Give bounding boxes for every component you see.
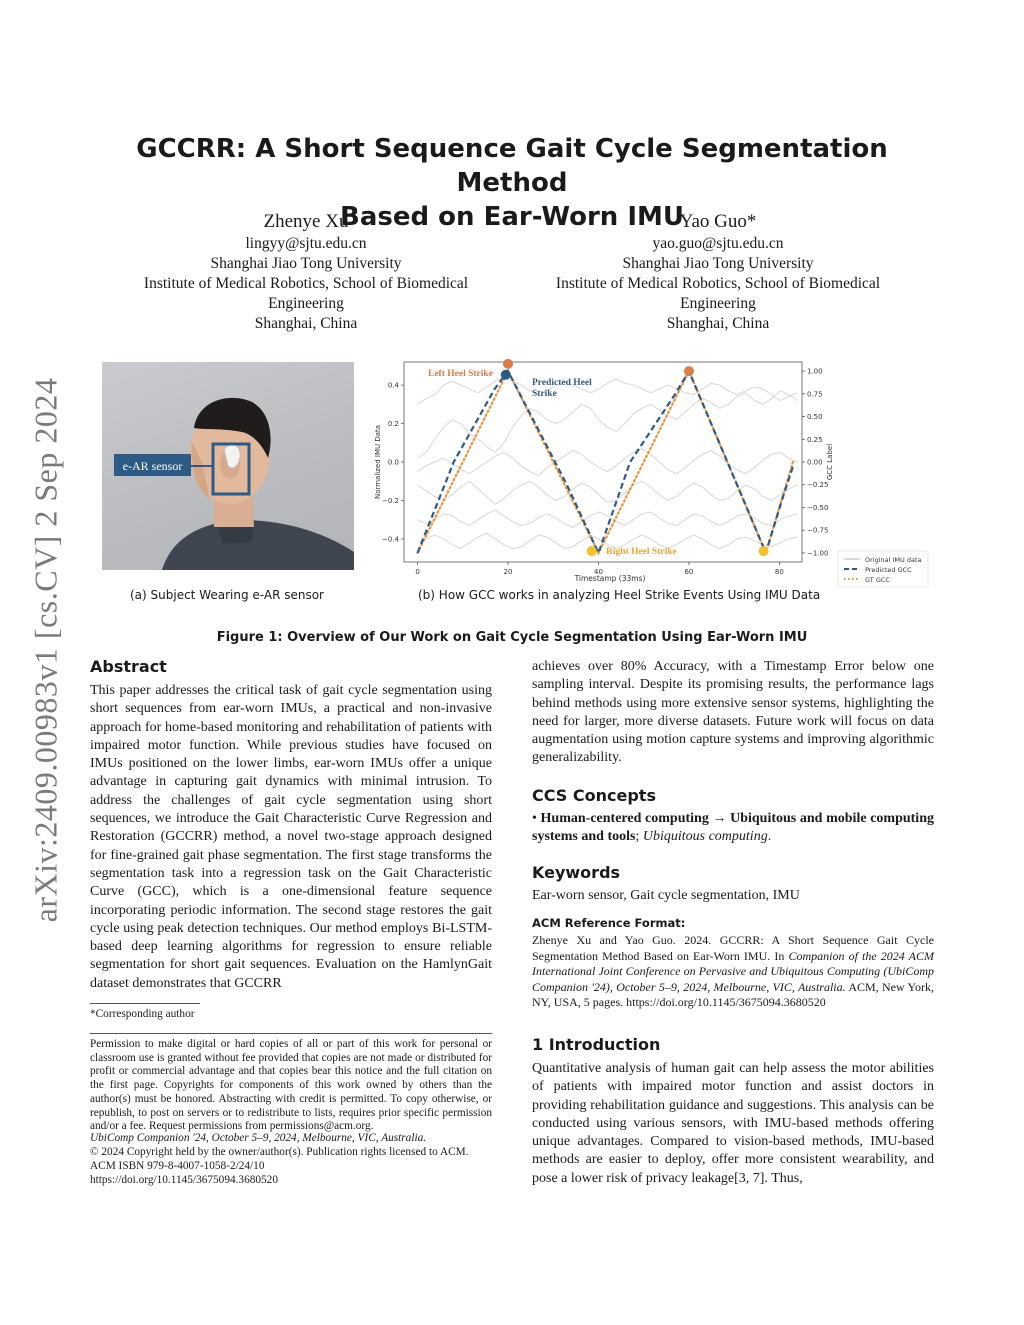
title-line-1: GCCRR: A Short Sequence Gait Cycle Segmentation Method <box>136 134 888 198</box>
x-tick-label: 40 <box>594 568 603 576</box>
predicted-heel-strike-marker <box>501 370 511 380</box>
permission-notice: Permission to make digital or hard copies of all or part of this work for personal or classroom use is granted without fee provided that copies are not made or distributed for profit or commercial advantage and that copies bear this notice and the full citation on the first page. Copyrights for components of this work owned by others than the author(s) must be honored. Abstracting with credit is permitted. To copy otherwise, or republish, to post on servers or to redistribute to lists, requires prior specific permission and/or a fee. Request permissions from permissions@acm.org. <box>90 1038 492 1133</box>
abstract-body: This paper addresses the critical task of gait cycle segmentation using short sequences from ear-worn IMUs, a practical and non-invasive approach for home-based monitoring and rehabilitation of patients with impaired motor function. While previous studies have focused on IMUs positioned on the lower limbs, ear-worn IMUs offer a unique advantage in capturing gait dynamics with minimal intrusion. To address the challenges of gait cycle segmentation using short sequences, we introduce the Gait Characteristic Curve Regression and Restoration (GCCRR) method, a novel two-stage approach designed for fine-grained gait phase segmentation. The first stage transforms the segmentation task into a regression task on the Gait Characteristic Curve (GCC), which is a one-dimensional feature sequence incorporating periodic information. The second stage restores the gait cycle using peak detection techniques. Our method employs Bi-LSTM-based deep learning algorithms for regression to ensure reliable segmentation for short gait sequences. Evaluation on the HamlynGait dataset demonstrates that GCCRR <box>90 683 492 991</box>
abstract-continuation: achieves over 80% Accuracy, with a Timestamp Error below one sampling interval. Despite its promising results, the performance lags behind methods using more extensive sensor systems, highlighting the need for larger, more diverse datasets. Future work will focus on data augmentation using motion capture systems and improving algorithmic generalizability. <box>532 659 934 766</box>
author-department: Institute of Medical Robotics, School of Biomedical <box>143 275 469 292</box>
introduction-body: Quantitative analysis of human gait can help assess the motor abilities of patients with impaired motor function and assist doctors in providing rehabilitation guidance and suggestions. This analysis can be conducted using various sensors, with IMU-based methods offering unique advantages. Compared to vision-based methods, IMU-based methods are easier to deploy, offer more consistent wearability, and pose a lower risk of privacy leakage[3, 7]. Thus, <box>532 1061 934 1186</box>
x-tick-label: 0 <box>415 568 420 576</box>
legend-item-gt: GT GCC <box>865 576 890 584</box>
legend-item-imu: Original IMU data <box>865 556 922 564</box>
reference-venue: Companion of the 2024 ACM International Joint Conference on Pervasive and Ubiquitous Computing (UbiComp Companion '24), October 5–9, 2024, Melbourne, VIC, Australia. <box>532 948 934 994</box>
author-affiliation: Shanghai Jiao Tong University <box>210 255 402 272</box>
predicted-heel-strike-annotation-1: Predicted Heel <box>532 378 592 388</box>
y-tick-label-right: 0.00 <box>807 458 823 467</box>
subject-silhouette <box>102 362 354 570</box>
right-heel-strike-marker-1 <box>587 546 597 556</box>
ccs-concepts <box>532 810 934 847</box>
arxiv-identifier: arXiv:2409.00983v1 [cs.CV] 2 Sep 2024 <box>27 377 64 923</box>
isbn-line: ACM ISBN 979-8-4007-1058-2/24/10 <box>90 1160 265 1172</box>
author-department-cont: Engineering <box>680 295 756 312</box>
title-line-2: Based on Ear-Worn IMU <box>340 202 684 232</box>
ccs-concept-secondary: Ubiquitous computing <box>642 829 768 845</box>
y-tick-label-right: 1.00 <box>807 367 823 376</box>
author-block-1 <box>100 210 512 334</box>
y-tick-label-left: 0.4 <box>387 381 399 390</box>
gcc-chart <box>368 358 936 588</box>
ccs-concept-main: Human-centered computing → Ubiquitous and mobile computing systems and tools <box>532 811 934 845</box>
x-axis-label: Timestamp (33ms) <box>574 574 646 583</box>
right-heel-strike-annotation: Right Heel Strike <box>606 547 677 557</box>
doi-line: https://doi.org/10.1145/3675094.3680520 <box>90 1174 278 1186</box>
permission-rule <box>90 1033 492 1034</box>
venue-line: UbiComp Companion '24, October 5–9, 2024, Melbourne, VIC, Australia. <box>90 1132 427 1144</box>
ccs-end: . <box>767 829 772 845</box>
author-location: Shanghai, China <box>666 315 770 332</box>
y-tick-label-right: −1.00 <box>807 549 829 558</box>
abstract-heading: Abstract <box>90 657 167 676</box>
author-department: Institute of Medical Robotics, School of Biomedical <box>555 275 881 292</box>
left-heel-strike-gt-marker-2 <box>684 366 694 376</box>
footnote-rule <box>90 1003 200 1004</box>
corresponding-author-footnote: *Corresponding author <box>90 1008 195 1020</box>
y-tick-label-right: 0.25 <box>807 435 823 444</box>
subcaption-a: (a) Subject Wearing e-AR sensor <box>130 588 324 602</box>
author-email: yao.guo@sjtu.edu.cn <box>652 235 784 252</box>
ccs-separator: ; <box>635 829 643 845</box>
y-axis-label-right: GCC Label <box>826 443 834 481</box>
keywords-heading: Keywords <box>532 863 621 882</box>
y-tick-label-left: −0.4 <box>382 535 399 544</box>
x-tick-label: 60 <box>684 568 694 576</box>
y-tick-label-left: −0.2 <box>382 496 399 505</box>
ccs-bullet: • <box>532 811 541 826</box>
copyright-line: © 2024 Copyright held by the owner/author(s). Publication rights licensed to ACM. <box>90 1146 469 1158</box>
arxiv-sidebar <box>22 360 70 940</box>
author-location: Shanghai, China <box>254 315 358 332</box>
y-axis-label-left: Normalized IMU Data <box>374 424 382 500</box>
reference-authors-title: Zhenye Xu and Yao Guo. 2024. GCCRR: A Short Sequence Gait Cycle Segmentation Method Based on Ear-Worn IMU. In <box>532 933 934 963</box>
author-affiliation: Shanghai Jiao Tong University <box>622 255 814 272</box>
subcaption-b: (b) How GCC works in analyzing Heel Strike Events Using IMU Data <box>418 588 821 602</box>
author-block-2 <box>512 210 924 334</box>
ccs-heading: CCS Concepts <box>532 786 656 805</box>
predicted-heel-strike-annotation-2: Strike <box>532 389 557 399</box>
y-tick-label-right: −0.25 <box>807 481 829 490</box>
reference-publisher: ACM, New York, NY, USA, 5 pages. https://doi.org/10.1145/3675094.3680520 <box>532 979 935 1009</box>
e-ar-sensor-label: e-AR sensor <box>122 459 183 473</box>
y-tick-label-right: −0.50 <box>807 503 829 512</box>
reference-format-text <box>532 933 934 1011</box>
reference-format-heading: ACM Reference Format: <box>532 916 686 930</box>
author-name: Yao Guo* <box>679 211 757 232</box>
author-email: lingyy@sjtu.edu.cn <box>245 235 367 252</box>
author-department-cont: Engineering <box>268 295 344 312</box>
subject-photo <box>102 362 354 570</box>
right-heel-strike-marker-2 <box>759 546 769 556</box>
keywords-list: Ear-worn sensor, Gait cycle segmentation, IMU <box>532 888 800 903</box>
y-tick-label-left: 0.2 <box>387 420 399 429</box>
left-heel-strike-annotation: Left Heel Strike <box>428 369 493 379</box>
y-tick-label-left: 0.0 <box>387 458 399 467</box>
x-tick-label: 80 <box>774 568 784 576</box>
legend-item-predicted: Predicted GCC <box>865 566 912 574</box>
author-name: Zhenye Xu <box>263 211 349 232</box>
left-heel-strike-gt-marker-1 <box>503 359 513 369</box>
y-tick-label-right: 0.50 <box>807 413 823 422</box>
figure-caption: Figure 1: Overview of Our Work on Gait Cycle Segmentation Using Ear-Worn IMU <box>216 630 808 645</box>
chart-legend <box>838 551 928 587</box>
y-tick-label-right: −0.75 <box>807 526 829 535</box>
x-tick-label: 20 <box>503 568 513 576</box>
introduction-heading: 1 Introduction <box>532 1035 661 1054</box>
y-tick-label-right: 0.75 <box>807 390 823 399</box>
